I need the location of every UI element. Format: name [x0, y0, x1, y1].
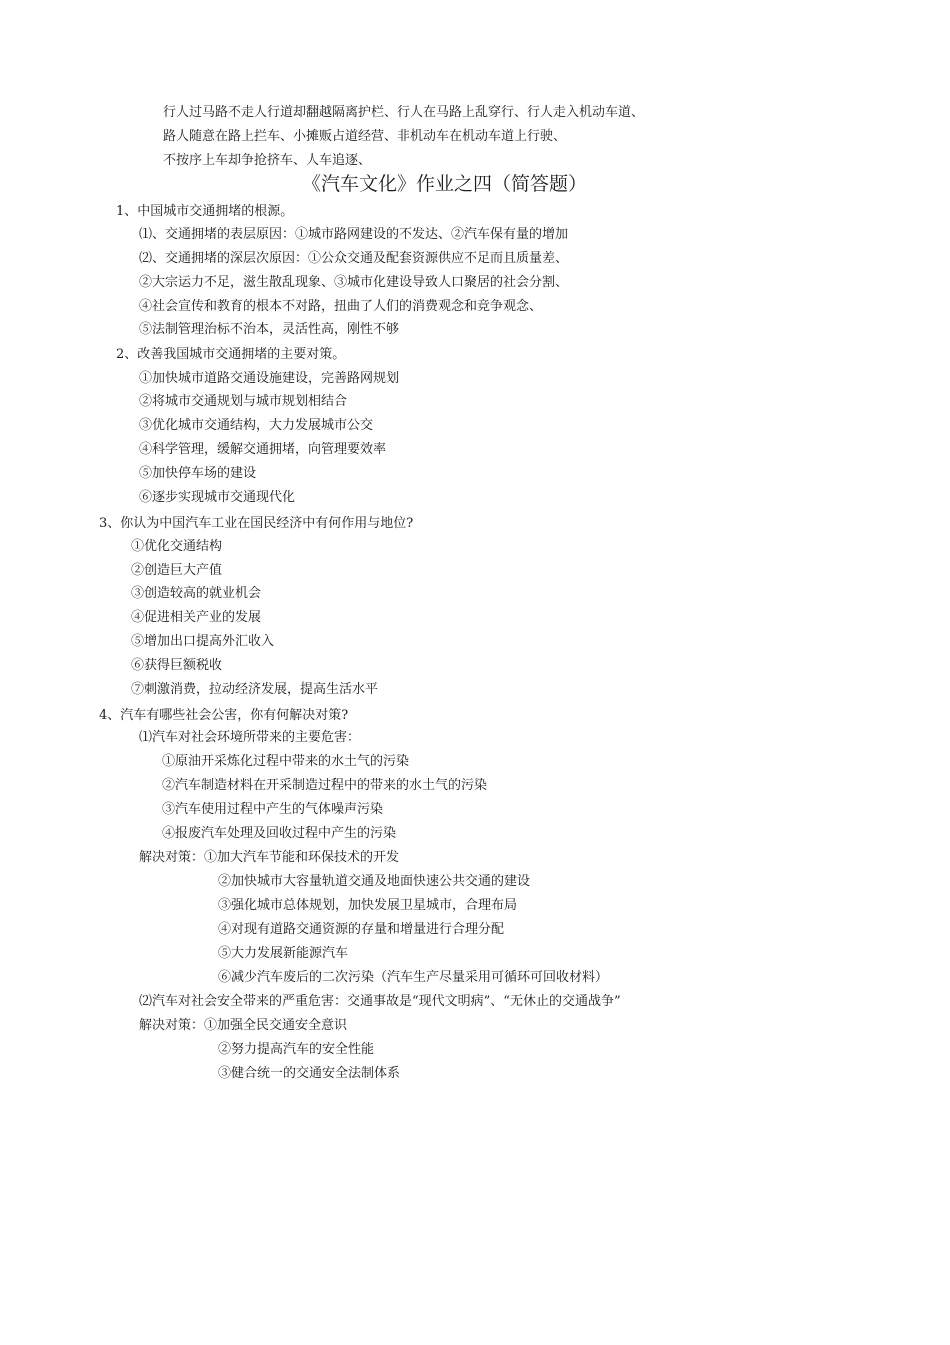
question-2-line: ④科学管理，缓解交通拥堵，向管理要效率	[139, 442, 387, 457]
question-2-line: ⑤加快停车场的建设	[139, 466, 257, 481]
question-4-hazard-item: ②汽车制造材料在开采制造过程中的带来的水土气的污染	[162, 778, 488, 793]
intro-line: 不按序上车却争抢挤车、人车追逐、	[163, 153, 372, 168]
question-2-line: ③优化城市交通结构，大力发展城市公交	[139, 418, 374, 433]
question-4-hazard-item: ④报废汽车处理及回收过程中产生的污染	[162, 826, 397, 841]
solutions-1-label: 解决对策：①加大汽车节能和环保技术的开发	[139, 850, 400, 865]
question-1-line: ⑴、交通拥堵的表层原因：①城市路网建设的不发达、②汽车保有量的增加	[139, 227, 569, 242]
question-3-line: ③创造较高的就业机会	[131, 586, 262, 601]
solution-item: ②努力提高汽车的安全性能	[218, 1042, 375, 1057]
question-3-line: ①优化交通结构	[131, 539, 223, 554]
solution-item: ②加快城市大容量轨道交通及地面快速公共交通的建设	[218, 874, 531, 889]
solution-item: ③健合统一的交通安全法制体系	[218, 1066, 401, 1081]
question-1-line: ⑵、交通拥堵的深层次原因：①公众交通及配套资源供应不足而且质量差、	[139, 251, 569, 266]
question-4-part2-title: ⑵汽车对社会安全带来的严重危害：交通事故是“现代文明病”、“无休止的交通战争”	[139, 994, 621, 1009]
question-3-line: ⑦刺激消费，拉动经济发展，提高生活水平	[131, 682, 379, 697]
question-1-line: ④社会宣传和教育的根本不对路，扭曲了人们的消费观念和竞争观念、	[139, 299, 543, 314]
question-1-line: ⑤法制管理治标不治本，灵活性高，刚性不够	[139, 322, 400, 337]
question-3-heading: 3、你认为中国汽车工业在国民经济中有何作用与地位?	[99, 516, 414, 531]
question-3-line: ④促进相关产业的发展	[131, 610, 262, 625]
solution-item: ⑤大力发展新能源汽车	[218, 946, 349, 961]
solution-item: ③强化城市总体规划，加快发展卫星城市，合理布局	[218, 898, 518, 913]
question-4-part1-title: ⑴汽车对社会环境所带来的主要危害：	[139, 730, 361, 745]
question-3-line: ②创造巨大产值	[131, 563, 223, 578]
question-2-line: ②将城市交通规划与城市规划相结合	[139, 394, 348, 409]
question-1-heading: 1、中国城市交通拥堵的根源。	[116, 204, 294, 219]
question-3-line: ⑤增加出口提高外汇收入	[131, 634, 275, 649]
question-2-line: ①加快城市道路交通设施建设，完善路网规划	[139, 371, 400, 386]
question-4-heading: 4、汽车有哪些社会公害，你有何解决对策?	[99, 708, 349, 723]
question-4-hazard-item: ③汽车使用过程中产生的气体噪声污染	[162, 802, 384, 817]
intro-line: 路人随意在路上拦车、小摊贩占道经营、非机动车在机动车道上行驶、	[163, 129, 567, 144]
intro-line: 行人过马路不走人行道却翻越隔离护栏、行人在马路上乱穿行、行人走入机动车道、	[163, 105, 645, 120]
page-title: 《汽车文化》作业之四（简答题）	[302, 173, 588, 195]
question-4-hazard-item: ①原油开采炼化过程中带来的水土气的污染	[162, 754, 410, 769]
question-2-line: ⑥逐步实现城市交通现代化	[139, 490, 296, 505]
solution-item: ⑥减少汽车废后的二次污染（汽车生产尽量采用可循环可回收材料）	[218, 970, 609, 985]
question-2-heading: 2、改善我国城市交通拥堵的主要对策。	[116, 347, 346, 362]
solution-item: ④对现有道路交通资源的存量和增量进行合理分配	[218, 922, 505, 937]
question-3-line: ⑥获得巨额税收	[131, 658, 223, 673]
question-1-line: ②大宗运力不足，滋生散乱现象、③城市化建设导致人口聚居的社会分割、	[139, 275, 569, 290]
solutions-2-label: 解决对策：①加强全民交通安全意识	[139, 1018, 348, 1033]
